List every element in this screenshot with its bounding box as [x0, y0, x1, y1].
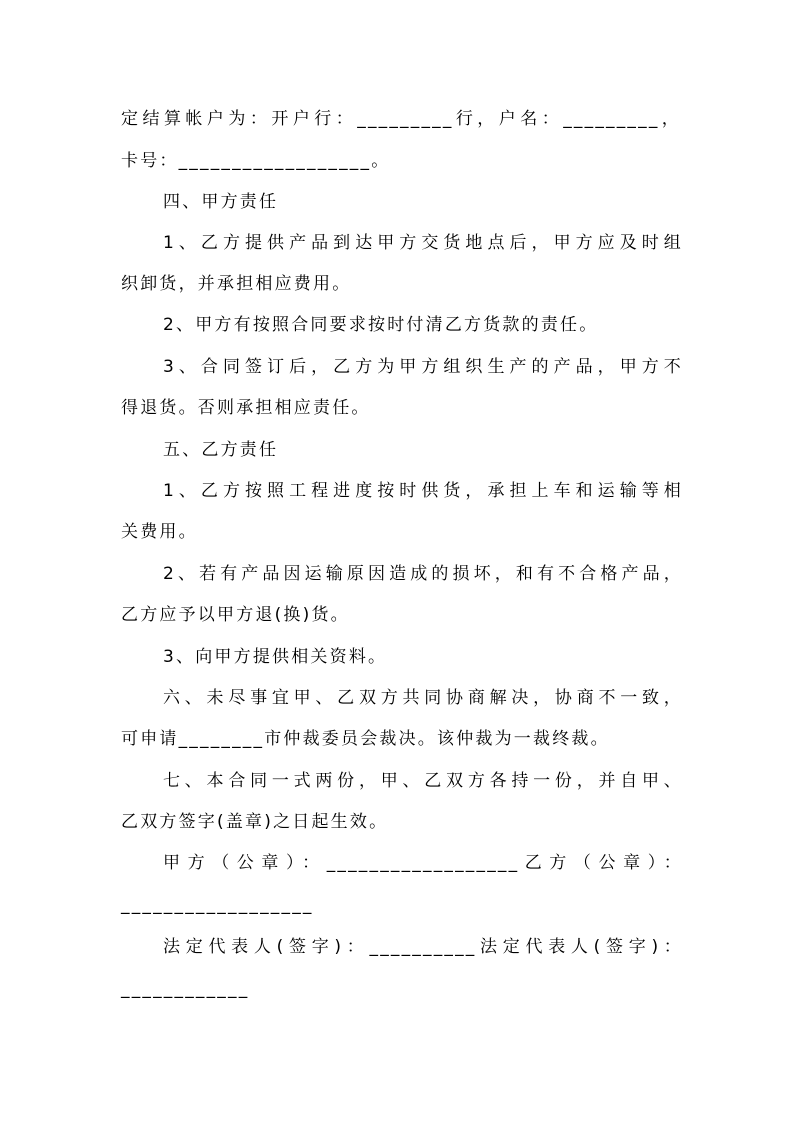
signature-blank-seal: __________________ — [121, 895, 314, 915]
text-line-a-duty-3b: 得退货。否则承担相应责任。 — [121, 398, 371, 418]
signature-blank-representative: ____________ — [121, 979, 250, 999]
text-line-card-number: 卡号：__________________。 — [121, 151, 391, 171]
text-line-a-duty-1a: 1、乙方提供产品到达甲方交货地点后，甲方应及时组 — [163, 233, 683, 253]
text-line-clause-7a: 七、本合同一式两份，甲、乙双方各持一份，并自甲、 — [163, 771, 683, 791]
text-line-clause-6b: 可申请________市仲裁委员会裁决。该仲裁为一裁终裁。 — [121, 729, 610, 749]
section-heading-party-b-duties: 五、乙方责任 — [163, 440, 279, 460]
text-line-a-duty-1b: 织卸货，并承担相应费用。 — [121, 274, 352, 294]
text-line-b-duty-3: 3、向甲方提供相关资料。 — [163, 647, 388, 667]
text-line-b-duty-1a: 1、乙方按照工程进度按时供货，承担上车和运输等相 — [163, 481, 683, 501]
text-line-account-info: 定结算帐户为：开户行：_________行，户名：_________， — [121, 109, 681, 129]
signature-line-representatives: 法定代表人(签字)：__________法定代表人(签字)： — [163, 937, 683, 957]
text-line-a-duty-2: 2、甲方有按照合同要求按时付清乙方货款的责任。 — [163, 315, 599, 335]
text-line-a-duty-3a: 3、合同签订后，乙方为甲方组织生产的产品，甲方不 — [163, 357, 683, 377]
signature-line-seals: 甲方（公章）：__________________乙方（公章）： — [163, 853, 683, 873]
section-heading-party-a-duties: 四、甲方责任 — [163, 192, 279, 212]
text-line-clause-7b: 乙双方签字(盖章)之日起生效。 — [121, 812, 389, 832]
text-line-clause-6a: 六、未尽事宜甲、乙双方共同协商解决，协商不一致， — [163, 688, 683, 708]
text-line-b-duty-2a: 2、若有产品因运输原因造成的损坏，和有不合格产品， — [163, 564, 683, 584]
text-line-b-duty-2b: 乙方应予以甲方退(换)货。 — [121, 605, 350, 625]
text-line-b-duty-1b: 关费用。 — [121, 522, 198, 542]
